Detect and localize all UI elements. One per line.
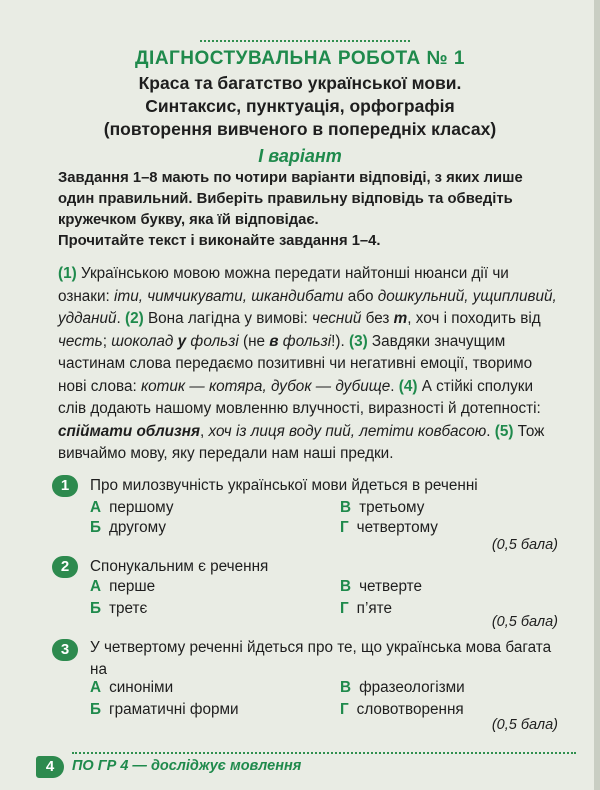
text-fragment: Українською мовою можна передати найтонші нюанси дії чи ознаки: (58, 265, 509, 305)
text-fragment: (не (238, 332, 270, 350)
option-text: першому (109, 499, 174, 516)
variant-label: І варіант (258, 146, 342, 166)
question-number-badge: 3 (52, 639, 78, 661)
option-letter: А (90, 499, 102, 516)
text-italic: котик — котяра, дубок — дубище (140, 377, 391, 395)
text-fragment: , (200, 422, 209, 440)
text-fragment: !). (331, 332, 349, 350)
option-g[interactable] (340, 699, 464, 721)
score-label: (0,5 бала) (491, 537, 558, 553)
text-fragment: А стійкі сполуки слів додають нашому мовленню влучності, виразності й дотепності: (58, 377, 541, 417)
title-divider (200, 40, 410, 42)
text-italic: шоколад (111, 332, 178, 350)
option-text: четверте (359, 578, 423, 595)
option-letter: А (90, 578, 102, 595)
option-a[interactable] (90, 497, 173, 519)
text-fragment: . (390, 377, 399, 395)
option-a[interactable] (90, 677, 173, 699)
text-italic: фользі (278, 332, 332, 350)
option-letter: Г (340, 600, 349, 617)
text-fragment: Вона лагідна у вимові: (143, 310, 313, 327)
sentence-number: (4) (398, 377, 418, 395)
option-text: фразеологізми (359, 679, 465, 696)
read-text-instruction: Прочитайте текст і виконайте завдання 1–4. (58, 233, 381, 249)
text-italic: честь (58, 332, 103, 350)
option-b[interactable] (90, 517, 166, 539)
text-fragment: , хоч і походить від (407, 310, 541, 327)
option-letter: Б (90, 600, 101, 617)
running-title: ПО ГР 4 — досліджує мовлення (72, 758, 302, 774)
option-text: четвертому (356, 519, 438, 536)
option-g[interactable] (340, 598, 392, 620)
subtitle-line-2: Синтаксис, пунктуація, орфографія (145, 96, 455, 116)
option-letter: В (340, 679, 352, 696)
text-fragment: або (343, 287, 378, 305)
option-b[interactable] (90, 598, 147, 620)
option-v[interactable] (340, 497, 424, 519)
option-letter: Б (90, 519, 101, 536)
score-label: (0,5 бала) (491, 717, 558, 733)
option-text: словотворення (356, 701, 464, 718)
footer-divider (72, 752, 576, 754)
question-text: Про милозвучність української мови йдеться в реченні (90, 477, 478, 494)
sentence-number: (1) (58, 265, 77, 282)
text-fragment: Завдяки значущим частинам слова передаємо позитивні чи негативні емоції, творимо нові слова: (58, 332, 533, 395)
question-number-badge: 2 (52, 556, 78, 578)
question-text: У четвертому реченні йдеться про те, що українська мова багата на (90, 639, 552, 678)
option-a[interactable] (90, 576, 155, 598)
text-fragment: ; (102, 332, 112, 350)
option-v[interactable] (340, 576, 422, 598)
option-v[interactable] (340, 677, 465, 699)
option-text: граматичні форми (109, 701, 239, 718)
sentence-number: (3) (348, 332, 368, 350)
subtitle-line-1: Краса та багатство української мови. (138, 73, 462, 93)
reading-text (58, 263, 563, 466)
option-letter: А (90, 679, 102, 696)
option-letter: В (340, 578, 352, 595)
text-italic: чесний (312, 310, 362, 327)
sentence-number: (2) (125, 310, 144, 327)
option-text: п’яте (356, 600, 392, 617)
page-number-badge: 4 (36, 756, 64, 778)
text-italic: дошкульний, ущипливий, удданий (58, 287, 557, 327)
option-text: третьому (359, 499, 425, 516)
text-fragment: без (361, 310, 394, 327)
option-text: синоніми (109, 679, 174, 696)
text-fragment: . (486, 422, 495, 440)
text-fragment: Тож вивчаймо мову, яку передали нам наші предки. (58, 422, 545, 462)
text-bold-italic: у (177, 332, 187, 350)
option-g[interactable] (340, 517, 438, 539)
subtitle-line-3: (повторення вивченого в попередніх класах) (103, 119, 497, 139)
text-bold-italic: в (269, 332, 279, 350)
text-bold-italic: спіймати облизня (58, 422, 200, 440)
task-instructions: Завдання 1–8 мають по чотири варіанти відповіді, з яких лише один правильний. Виберіть правильну відповідь та обведіть кружечком букву, яка їй відповідає. (58, 170, 523, 228)
text-italic: хоч із лиця воду пий, летіти ковбасою (208, 422, 487, 440)
text-italic: іти, чимчикувати, шкандибати (114, 287, 344, 305)
text-bold-italic: т (393, 310, 408, 327)
option-text: другому (109, 519, 166, 536)
option-b[interactable] (90, 699, 239, 721)
option-text: перше (109, 578, 156, 595)
text-fragment: . (116, 310, 125, 327)
option-letter: Б (90, 701, 101, 718)
question-text: Спонукальним є речення (90, 558, 269, 575)
score-label: (0,5 бала) (491, 614, 558, 630)
question-number-badge: 1 (52, 475, 78, 497)
option-letter: Г (340, 519, 349, 536)
text-italic: фользі (186, 332, 239, 350)
option-letter: Г (340, 701, 349, 718)
sentence-number: (5) (494, 422, 514, 440)
page-title: ДІАГНОСТУВАЛЬНА РОБОТА № 1 (135, 48, 465, 69)
option-letter: В (340, 499, 352, 516)
option-text: третє (109, 600, 148, 617)
